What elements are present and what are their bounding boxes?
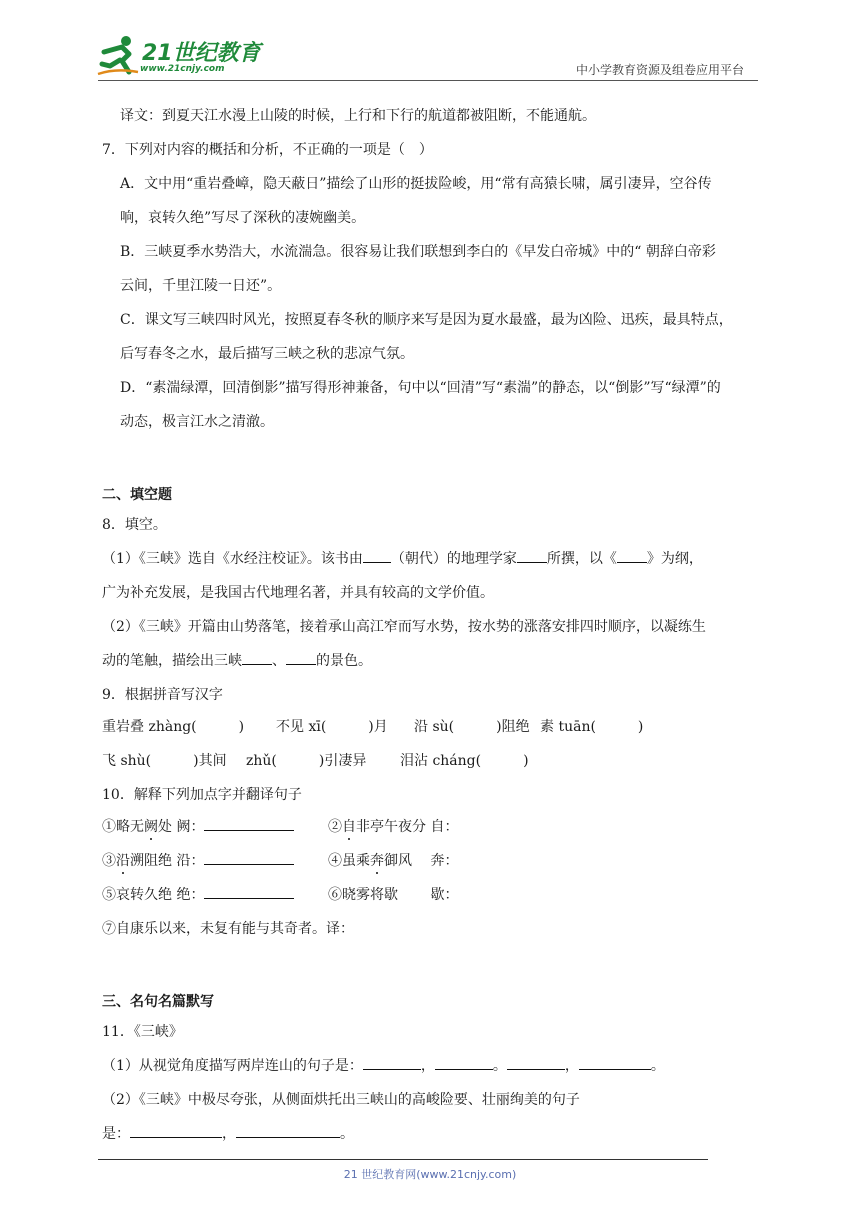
logo [96, 34, 261, 82]
dotted-char: 沿 [116, 853, 130, 869]
footer-divider [98, 1159, 708, 1160]
option-b-line1: B．三峡夏季水势浩大，水流湍急。很容易让我们联想到李白的《早发白帝城》中的“ 朝辞白帝彩 [120, 244, 716, 260]
question-8: 8．填空。 [102, 517, 167, 533]
q8-2-text-b: 动的笔触，描绘出三峡 [102, 653, 242, 669]
header-divider [98, 80, 758, 81]
period: 。 [650, 1058, 665, 1074]
blank-book[interactable] [617, 548, 647, 563]
dotted-char: 自 [342, 819, 356, 835]
section-fill-blank-title: 二、填空题 [102, 487, 172, 503]
pinyin-item-7[interactable]: 泪沾 cháng( ) [400, 753, 529, 769]
option-b-line2: 云间，千里江陵一日还”。 [120, 278, 282, 294]
q8-2-text-c: 、 [272, 653, 286, 669]
question-7: 7．下列对内容的概括和分析，不正确的一项是（ ） [102, 142, 433, 158]
pinyin-item-6[interactable]: zhǔ( )引凄异 [246, 753, 367, 769]
pinyin-item-3[interactable]: 沿 sù( )阻绝 [414, 719, 530, 735]
question-11: 11．《三峡》 [102, 1024, 183, 1040]
dotted-char: 奔 [370, 853, 384, 869]
explain-item-5 [102, 884, 294, 904]
explain-3-num: ③ [102, 853, 116, 869]
question-11-part1 [102, 1055, 665, 1075]
question-9: 9．根据拼音写汉字 [102, 687, 223, 703]
answer-blank[interactable] [236, 1123, 340, 1138]
blank-scene-2[interactable] [286, 650, 316, 665]
explain-3-text: 溯阻绝 沿： [130, 853, 205, 869]
question-8-part1-line1 [102, 548, 703, 568]
q8-1-text-b: （朝代）的地理学家 [390, 551, 517, 567]
explain-5-text: ⑤哀转久绝 绝： [102, 887, 205, 903]
answer-blank[interactable] [507, 1055, 565, 1070]
explain-item-6: ⑥晓雾将歇 歇： [328, 887, 459, 903]
comma: ， [420, 1058, 435, 1074]
q8-1-text-d: 》为纲， [646, 551, 703, 567]
explain-item-2 [328, 816, 458, 836]
period: 。 [492, 1058, 507, 1074]
comma: ， [564, 1058, 579, 1074]
option-d-line1: D．“素湍绿潭，回清倒影”描写得形神兼备，句中以“回清”写“素湍”的静态，以“倒影”写“绿潭”的 [120, 380, 721, 396]
translation-line: 译文：到夏天江水漫上山陵的时候，上行和下行的航道都被阻断，不能通航。 [120, 108, 596, 124]
logo-text: 21世纪教育 [142, 41, 261, 66]
question-8-part2-line1: （2）《三峡》开篇由山势落笔，接着承山高江窄而写水势，按水势的涨落安排四时顺序，以凝练生 [102, 619, 706, 635]
question-11-part2-line2 [102, 1123, 354, 1143]
explain-2-text: 非亭午夜分 自： [356, 819, 459, 835]
option-c-line1: C．课文写三峡四时风光，按照夏春冬秋的顺序来写是因为夏水最盛，最为凶险、迅疾，最具特点， [120, 312, 733, 328]
logo-url: www.21cnjy.com [140, 64, 225, 74]
answer-blank[interactable] [130, 1123, 222, 1138]
comma: ， [222, 1126, 236, 1142]
question-8-part1-line2: 广为补充发展，是我国古代地理名著，并具有较高的文学价值。 [102, 585, 494, 601]
answer-blank[interactable] [435, 1055, 493, 1070]
explain-item-4 [328, 850, 458, 870]
explain-item-3 [102, 850, 294, 870]
pinyin-item-2[interactable]: 不见 xī( )月 [276, 719, 388, 735]
explain-item-1 [102, 816, 294, 836]
answer-blank[interactable] [204, 884, 294, 899]
q11-1-text: （1）从视觉角度描写两岸连山的句子是： [102, 1058, 363, 1074]
question-10: 10．解释下列加点字并翻译句子 [102, 787, 302, 803]
blank-scene-1[interactable] [242, 650, 272, 665]
period: 。 [340, 1126, 354, 1142]
option-a-line1: A．文中用“重岩叠嶂，隐天蔽日”描绘了山形的挺拔险峻，用“常有高猿长啸，属引凄异，空谷传 [120, 176, 712, 192]
question-11-part2-line1: （2）《三峡》中极尽夸张，从侧面烘托出三峡山的高峻险要、壮丽绚美的句子 [102, 1092, 580, 1108]
answer-blank[interactable] [363, 1055, 421, 1070]
answer-blank[interactable] [579, 1055, 651, 1070]
pinyin-item-5[interactable]: 飞 shù( )其间 [102, 753, 227, 769]
explain-4-label: 御风 奔： [384, 853, 459, 869]
blank-author[interactable] [517, 548, 547, 563]
answer-blank[interactable] [204, 850, 294, 865]
explain-4-text: ④虽乘 [328, 853, 370, 869]
option-a-line2: 响，哀转久绝”写尽了深秋的凄婉幽美。 [120, 210, 366, 226]
header-platform-name: 中小学教育资源及组卷应用平台 [576, 63, 745, 77]
explain-item-7: ⑦自康乐以来，未复有能与其奇者。译： [102, 921, 354, 937]
dotted-char: 阙 [144, 819, 158, 835]
q8-1-text-c: 所撰，以《 [546, 551, 617, 567]
option-d-line2: 动态，极言江水之清澈。 [120, 414, 274, 430]
pinyin-item-4[interactable]: 素 tuān( ) [540, 719, 644, 735]
question-8-part2-line2 [102, 650, 372, 670]
answer-blank[interactable] [204, 816, 294, 831]
running-man-icon [96, 34, 140, 78]
explain-1-text: ①略无 [102, 819, 144, 835]
explain-1-label: 处 阙： [158, 819, 205, 835]
blank-dynasty[interactable] [363, 548, 391, 563]
q8-1-text-a: （1）《三峡》选自《水经注校证》。该书由 [102, 551, 363, 567]
option-c-line2: 后写春冬之水，最后描写三峡之秋的悲凉气氛。 [120, 346, 414, 362]
footer-text: 21 世纪教育网(www.21cnjy.com) [343, 1168, 517, 1181]
pinyin-item-1[interactable]: 重岩叠 zhàng( ) [102, 719, 245, 735]
section-recitation-title: 三、名句名篇默写 [102, 994, 214, 1010]
q8-2-text-d: 的景色。 [316, 653, 372, 669]
explain-2-num: ② [328, 819, 342, 835]
q11-2-prefix: 是： [102, 1126, 130, 1142]
